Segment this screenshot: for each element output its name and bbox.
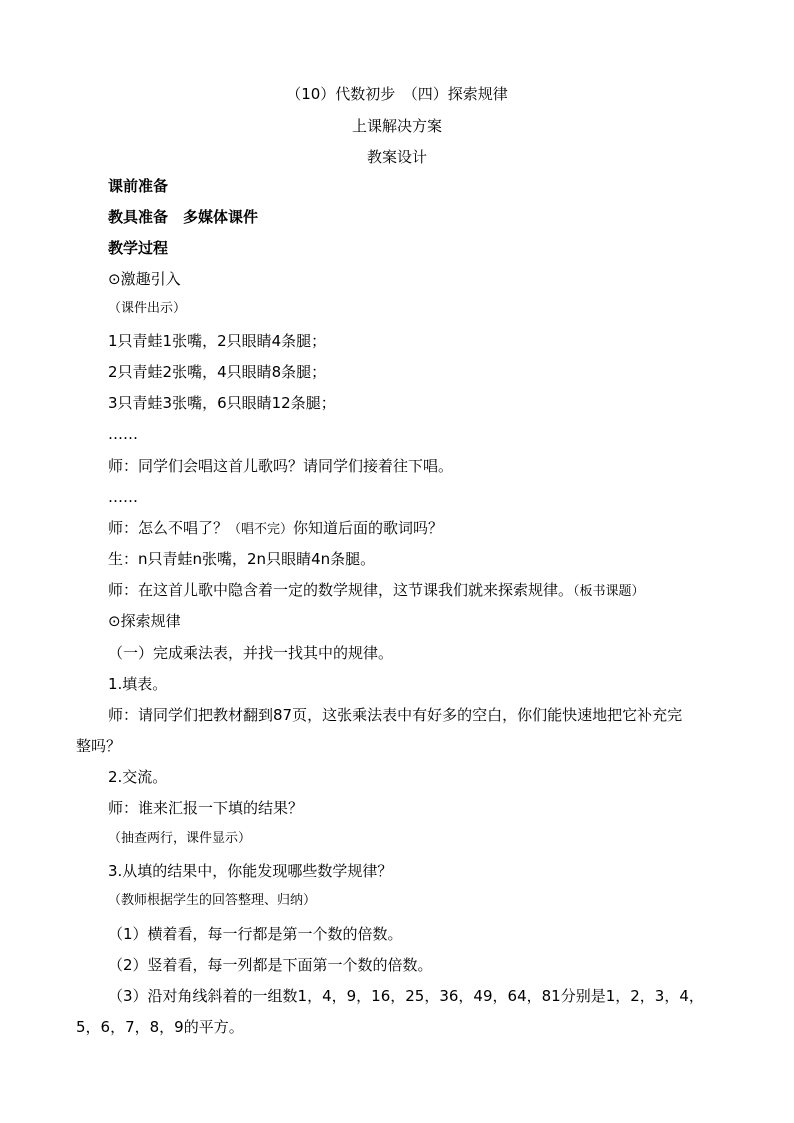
teacher-line-2-a: 师：怎么不唱了？	[108, 519, 229, 537]
tools-line	[108, 208, 728, 226]
courseware-note: （课件出示）	[108, 301, 187, 316]
teacher-line-2-b: 你知道后面的歌词吗？	[293, 519, 444, 537]
teacher-line-2	[108, 519, 728, 538]
ellipsis-1: ……	[108, 425, 138, 443]
ellipsis-2: ……	[108, 488, 138, 506]
teacher-line-2-note: （唱不完）	[228, 522, 294, 537]
teacher-line-4-cont: 整吗？	[76, 737, 122, 755]
frog-line-3: 3只青蛙3张嘴，6只眼睛12条腿；	[108, 394, 336, 412]
tools-text: 教具准备 多媒体课件	[108, 208, 259, 226]
step-fill-table: 1.填表。	[108, 675, 168, 693]
teacher-line-3	[108, 581, 728, 600]
teacher-line-5: 师：谁来汇报一下填的结果？	[108, 799, 304, 817]
section-heading: 教案设计	[366, 148, 427, 166]
document-title: （10）代数初步 （四）探索规律	[286, 85, 508, 103]
summary-note: （教师根据学生的回答整理、归纳）	[108, 893, 317, 908]
rule-1: （1）横着看，每一行都是第一个数的倍数。	[108, 925, 403, 943]
step-exchange: 2.交流。	[108, 768, 168, 786]
frog-line-1: 1只青蛙1张嘴，2只眼睛4条腿；	[108, 332, 327, 350]
part-one-heading: （一）完成乘法表，并找一找其中的规律。	[108, 644, 394, 662]
teacher-line-3-note: （板书课题）	[573, 584, 645, 599]
intro-heading: ⊙激趣引入	[108, 270, 181, 288]
document-subtitle: 上课解决方案	[351, 117, 442, 135]
spot-check-note: （抽查两行，课件显示）	[108, 831, 252, 846]
explore-heading: ⊙探索规律	[108, 612, 181, 630]
teacher-line-3-a: 师：在这首儿歌中隐含着一定的数学规律，这节课我们就来探索规律。	[108, 581, 574, 599]
student-line-1: 生：n只青蛙n张嘴，2n只眼睛4n条腿。	[108, 550, 376, 568]
step-discover: 3.从填的结果中，你能发现哪些数学规律？	[108, 862, 393, 880]
frog-line-2: 2只青蛙2张嘴，4只眼睛8条腿；	[108, 363, 327, 381]
teacher-line-4: 师：请同学们把教材翻到87页，这张乘法表中有好多的空白，你们能快速地把它补充完	[108, 706, 683, 724]
prep-heading: 课前准备	[108, 177, 169, 195]
process-heading: 教学过程	[108, 239, 169, 257]
rule-3: （3）沿对角线斜着的一组数1，4，9，16，25，36，49，64，81分别是1，2，3，4，	[108, 987, 704, 1005]
teacher-line-1: 师：同学们会唱这首儿歌吗？请同学们接着往下唱。	[108, 457, 454, 475]
rule-3-cont: 5，6，7，8，9的平方。	[76, 1018, 244, 1036]
rule-2: （2）竖着看，每一列都是下面第一个数的倍数。	[108, 956, 433, 974]
